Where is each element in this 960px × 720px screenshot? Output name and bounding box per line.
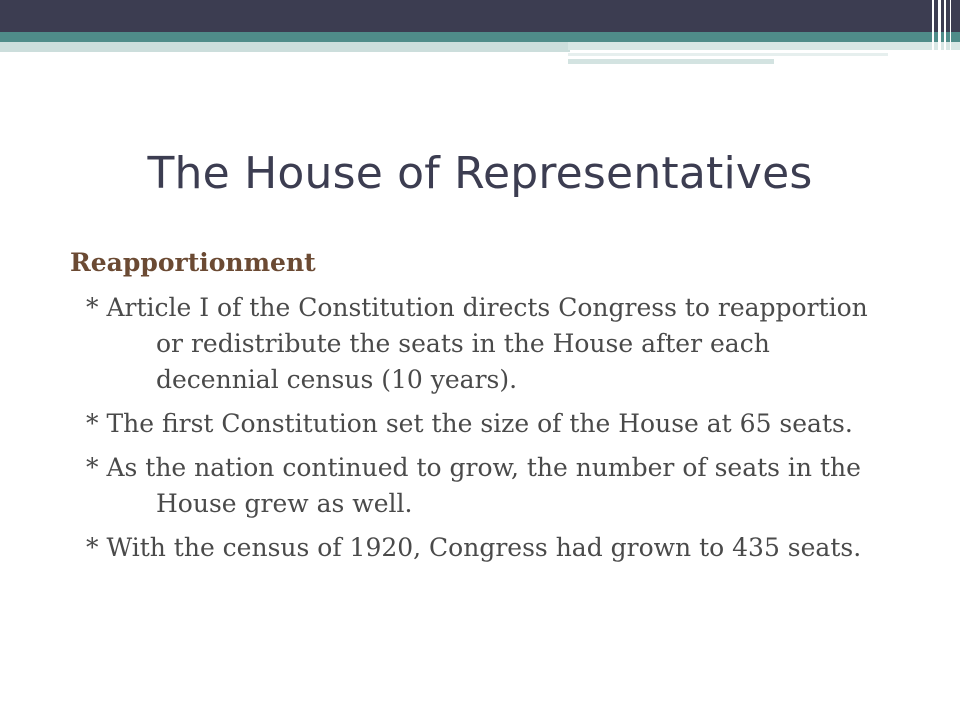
- header-vertical-lines: [928, 0, 960, 66]
- slide-title: The House of Representatives: [147, 148, 813, 199]
- bullet-item: * As the nation continued to grow, the number of seats in the House grew as well.: [86, 453, 861, 518]
- header-band-short: [568, 59, 774, 64]
- slide-body: [70, 244, 900, 574]
- header-band-dark: [0, 0, 960, 32]
- bullet-item: * The first Constitution set the size of the House at 65 seats.: [86, 409, 853, 438]
- section-heading: Reapportionment: [70, 248, 316, 277]
- header-band-light: [0, 42, 570, 52]
- header-band-teal: [0, 32, 960, 42]
- header-band-thin: [568, 53, 888, 56]
- bullet-item: * With the census of 1920, Congress had grown to 435 seats.: [86, 533, 862, 562]
- header-band-light-right: [568, 42, 960, 50]
- bullet-item: * Article I of the Constitution directs Congress to reapportion or redistribute the seats in the House after each decennial census (10 years).: [86, 293, 868, 394]
